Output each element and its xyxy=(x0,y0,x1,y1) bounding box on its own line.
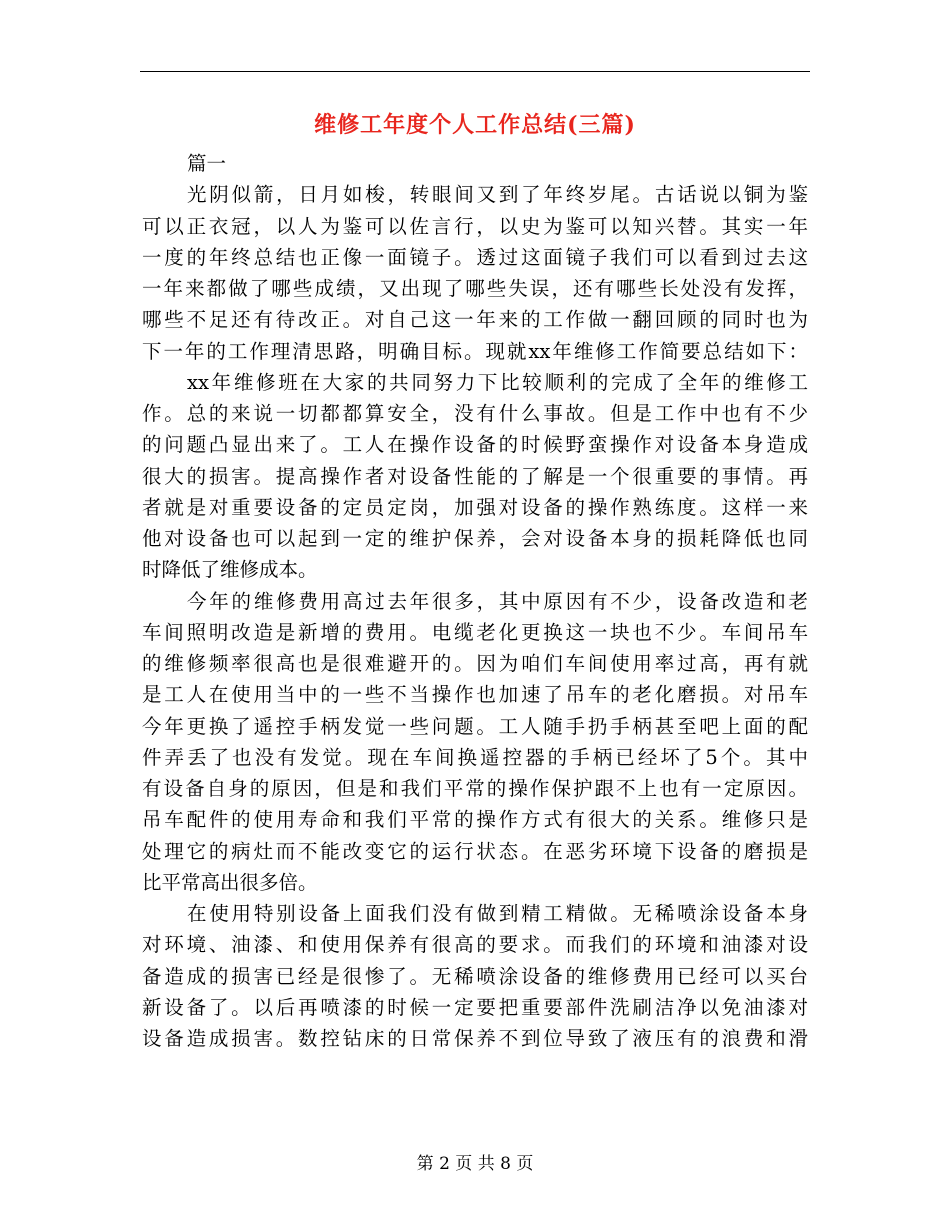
paragraph-line: 一度的年终总结也正像一面镜子。透过这面镜子我们可以看到过去这 xyxy=(142,245,808,269)
paragraph-line: 备造成的损害已经是很惨了。无稀喷涂设备的维修费用已经可以买台 xyxy=(142,964,808,988)
paragraph-line: 可以正衣冠，以人为鉴可以佐言行，以史为鉴可以知兴替。其实一年 xyxy=(142,214,808,238)
paragraph-line: 是工人在使用当中的一些不当操作也加速了吊车的老化磨损。对吊车 xyxy=(142,683,808,707)
paragraph-line: 的维修频率很高也是很难避开的。因为咱们车间使用率过高，再有就 xyxy=(142,652,808,675)
paragraph-line: 新设备了。以后再喷漆的时候一定要把重要部件洗刷洁净以免油漆对 xyxy=(142,995,808,1019)
header-rule xyxy=(140,71,810,72)
paragraph-line: 下一年的工作理清思路，明确目标。现就xx年维修工作简要总结如下： xyxy=(142,339,808,363)
paragraph-line: 比平常高出很多倍。 xyxy=(142,870,318,894)
paragraph-line: 的问题凸显出来了。工人在操作设备的时候野蛮操作对设备本身造成 xyxy=(142,433,808,457)
paragraph-line: 处理它的病灶而不能改变它的运行状态。在恶劣环境下设备的磨损是 xyxy=(142,839,808,863)
paragraph-line: 作。总的来说一切都都算安全，没有什么事故。但是工作中也有不少 xyxy=(142,402,808,425)
paragraph-line: 车间照明改造是新增的费用。电缆老化更换这一块也不少。车间吊车 xyxy=(142,620,808,644)
paragraph-line: 有设备自身的原因，但是和我们平常的操作保护跟不上也有一定原因。 xyxy=(142,777,808,800)
paragraph-line: 件弄丢了也没有发觉。现在车间换遥控器的手柄已经坏了5个。其中 xyxy=(142,745,808,769)
paragraph-line: 者就是对重要设备的定员定岗，加强对设备的操作熟练度。这样一来 xyxy=(142,495,808,519)
paragraph-line: 他对设备也可以起到一定的维护保养，会对设备本身的损耗降低也同 xyxy=(142,527,808,550)
paragraph-line: 吊车配件的使用寿命和我们平常的操作方式有很大的关系。维修只是 xyxy=(142,808,808,832)
paragraph-line: 设备造成损害。数控钻床的日常保养不到位导致了液压有的浪费和滑 xyxy=(142,1027,808,1050)
paragraph-line: 对环境、油漆、和使用保养有很高的要求。而我们的环境和油漆对设 xyxy=(142,933,808,957)
paragraph-line: 哪些不足还有待改正。对自己这一年来的工作做一翻回顾的同时也为 xyxy=(142,308,808,332)
paragraph-line: 在使用特别设备上面我们没有做到精工精做。无稀喷涂设备本身 xyxy=(187,902,808,925)
paragraph-line: 时降低了维修成本。 xyxy=(142,558,318,582)
page-number: 第 2 页 共 8 页 xyxy=(416,1154,534,1174)
paragraph-line: xx年维修班在大家的共同努力下比较顺利的完成了全年的维修工 xyxy=(187,370,808,394)
paragraph-line: 光阴似箭，日月如梭，转眼间又到了年终岁尾。古话说以铜为鉴 xyxy=(187,183,808,207)
paragraph-line: 一年来都做了哪些成绩，又出现了哪些失误，还有哪些长处没有发挥， xyxy=(142,277,808,300)
paragraph-line: 今年的维修费用高过去年很多，其中原因有不少，设备改造和老 xyxy=(187,589,808,613)
document-title: 维修工年度个人工作总结(三篇) xyxy=(314,112,636,138)
section-heading: 篇一 xyxy=(187,152,227,175)
paragraph-line: 很大的损害。提高操作者对设备性能的了解是一个很重要的事情。再 xyxy=(142,464,808,488)
paragraph-line: 今年更换了遥控手柄发觉一些问题。工人随手扔手柄甚至吧上面的配 xyxy=(142,714,808,738)
document-body xyxy=(142,148,808,1054)
